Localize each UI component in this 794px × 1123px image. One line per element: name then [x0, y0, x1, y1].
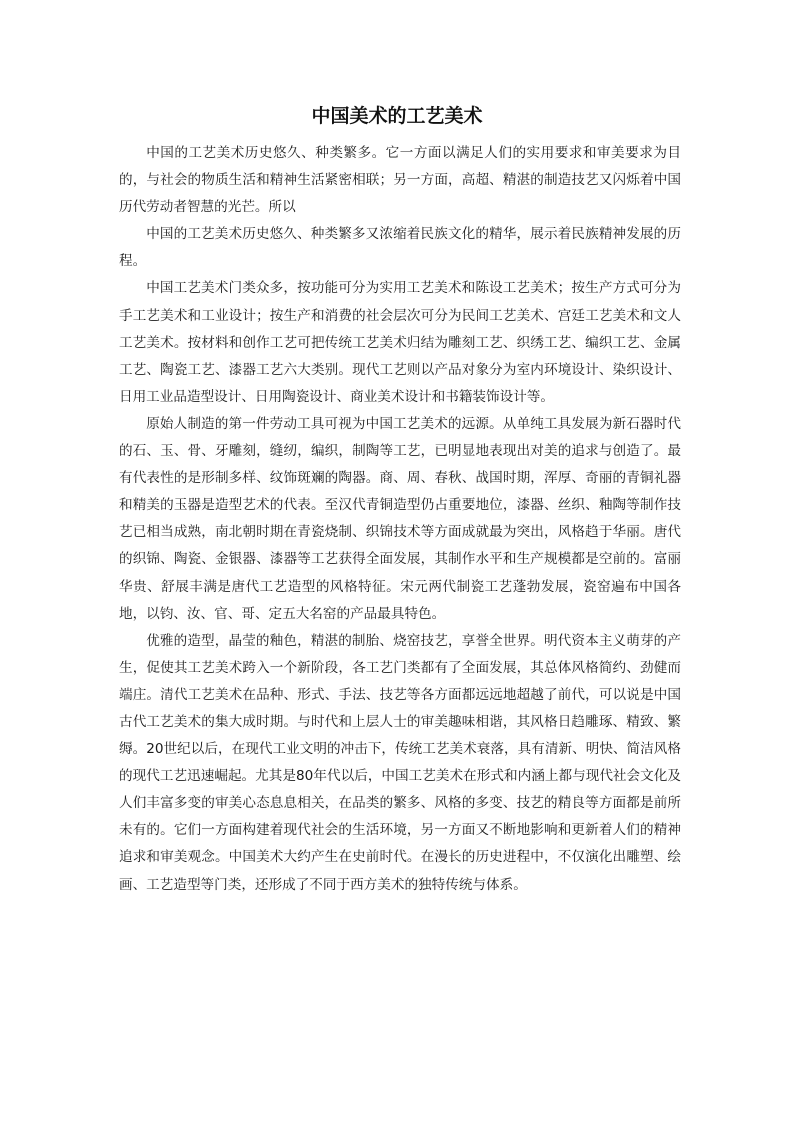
paragraph-2: 中国的工艺美术历史悠久、种类繁多又浓缩着民族文化的精华，展示着民族精神发展的历程。 [119, 226, 681, 270]
paragraph-4: 原始人制造的第一件劳动工具可视为中国工艺美术的远源。从单纯工具发展为新石器时代的石、玉、骨、牙雕刻，缝纫，编织，制陶等工艺，已明显地表现出对美的追求与创造了。最有代表性的是形制多样、纹饰斑斓的陶器。商、周、春秋、战国时期，浑厚、奇丽的青铜礼器和精美的玉器是造型艺术的代表。至汉代青铜造型仍占重要地位，漆器、丝织、釉陶等制作技艺已相当成熟，南北朝时期在青瓷烧制、织锦技术等方面成就最为突出，风格趋于华丽。唐代的织锦、陶瓷、金银器、漆器等工艺获得全面发展，其制作水平和生产规模都是空前的。富丽华贵、舒展丰满是唐代工艺造型的风格特征。宋元两代制瓷工艺蓬勃发展，瓷窑遍布中国各地，以钧、汝、官、哥、定五大名窑的产品最具特色。 [119, 415, 681, 622]
paragraph-1: 中国的工艺美术历史悠久、种类繁多。它一方面以满足人们的实用要求和审美要求为目的，与社会的物质生活和精神生活紧密相联；另一方面，高超、精湛的制造技艺又闪烁着中国历代劳动者智慧的光芒。所以 [119, 145, 681, 216]
document-body [119, 140, 681, 899]
paragraph-5: 优雅的造型，晶莹的釉色，精湛的制胎、烧窑技艺，享誉全世界。明代资本主义萌芽的产生，促使其工艺美术跨入一个新阶段，各工艺门类都有了全面发展，其总体风格简约、劲健而端庄。清代工艺美术在品种、形式、手法、技艺等各方面都远远地超越了前代，可以说是中国古代工艺美术的集大成时期。与时代和上层人士的审美趣味相谐，其风格日趋雕琢、精致、繁缛。20世纪以后，在现代工业文明的冲击下，传统工艺美术衰落，具有清新、明快、简洁风格的现代工艺迅速崛起。尤其是80年代以后，中国工艺美术在形式和内涵上都与现代社会文化及人们丰富多变的审美心态息息相关，在品类的繁多、风格的多变、技艺的精良等方面都是前所未有的。它们一方面构建着现代社会的生活环境，另一方面又不断地影响和更新着人们的精神追求和审美观念。中国美术大约产生在史前时代。在漫长的历史进程中，不仅演化出雕塑、绘画、工艺造型等门类，还形成了不同于西方美术的独特传统与体系。 [119, 632, 681, 893]
document-title: 中国美术的工艺美术 [311, 105, 483, 127]
paragraph-3: 中国工艺美术门类众多，按功能可分为实用工艺美术和陈设工艺美术；按生产方式可分为手工艺美术和工业设计；按生产和消费的社会层次可分为民间工艺美术、宫廷工艺美术和文人工艺美术。按材料和创作工艺可把传统工艺美术归结为雕刻工艺、织绣工艺、编织工艺、金属工艺、陶瓷工艺、漆器工艺六大类别。现代工艺则以产品对象分为室内环境设计、染织设计、日用工业品造型设计、日用陶瓷设计、商业美术设计和书籍装饰设计等。 [119, 280, 681, 405]
